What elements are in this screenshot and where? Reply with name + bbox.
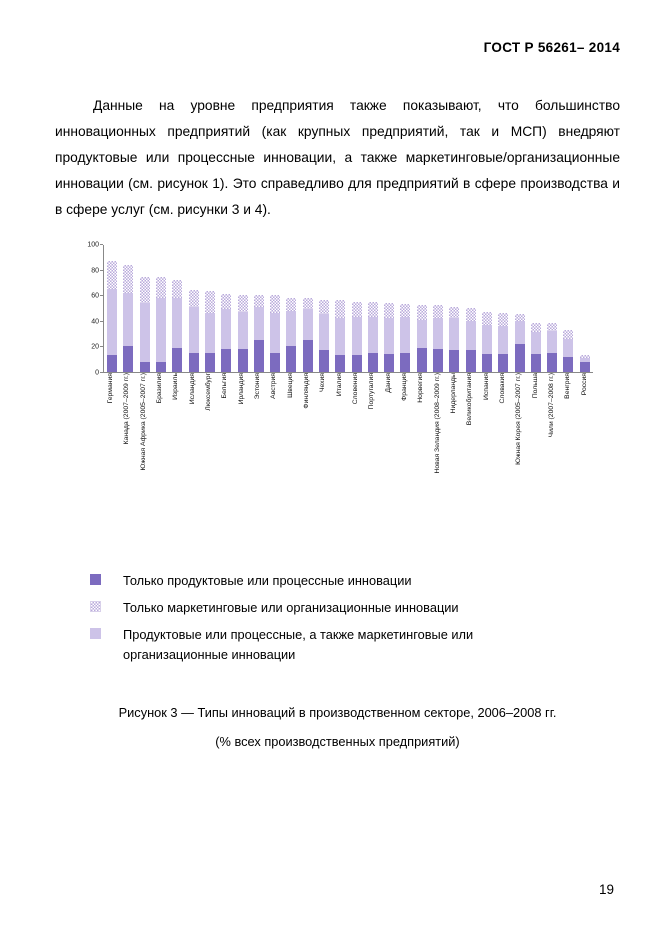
stacked-bar xyxy=(189,290,199,372)
bar-segment xyxy=(335,300,345,318)
x-category-label: Новая Зеландия (2008–2009 гг.) xyxy=(433,373,441,474)
body-paragraph: Данные на уровне предприятия также показывают, что большинство инновационных предприятий (как крупных предприятий, так и МСП) внедряют продуктовые или процессные инновации, а также маркетинговые/организационные инновации (см. рисунок 1). Это справедливо для предприятий в сфере производства и в сфере услуг (см. рисунки 3 и 4). xyxy=(55,98,620,217)
y-tick-label: 20 xyxy=(91,343,99,351)
bar-segment xyxy=(466,321,476,350)
x-label-slot xyxy=(250,373,266,399)
stacked-bar xyxy=(270,295,280,372)
stacked-bar xyxy=(238,295,248,372)
x-category-label: Польша xyxy=(531,373,539,399)
bar-segment xyxy=(189,307,199,353)
x-category-label: Люксембург xyxy=(205,373,213,411)
x-label-slot xyxy=(479,373,495,400)
x-category-label: Финляндия xyxy=(303,373,311,409)
document-number-header: ГОСТ Р 56261– 2014 xyxy=(483,40,620,55)
x-label-slot xyxy=(299,373,315,409)
stacked-bar xyxy=(254,295,264,372)
bar-segment xyxy=(547,353,557,372)
x-label-slot xyxy=(234,373,250,404)
bar-segment xyxy=(238,295,248,312)
x-label-slot xyxy=(315,373,331,392)
stacked-bar xyxy=(221,294,231,372)
x-label-slot xyxy=(201,373,217,411)
stacked-bar xyxy=(156,277,166,372)
x-axis-category-labels xyxy=(103,373,593,545)
stacked-bar xyxy=(335,300,345,372)
bar-segment xyxy=(563,330,573,339)
bar-segment xyxy=(238,349,248,372)
x-category-label: Чехия xyxy=(319,373,327,393)
bar-segment xyxy=(156,298,166,362)
bar-segment xyxy=(417,305,427,319)
bar-segment xyxy=(303,298,313,310)
bar-segment xyxy=(417,320,427,348)
x-category-label: Канада (2007–2009 гг.) xyxy=(123,373,131,445)
bar-segment xyxy=(286,311,296,347)
x-label-slot xyxy=(511,373,527,465)
bar-segment xyxy=(368,353,378,372)
x-label-slot xyxy=(119,373,135,444)
x-category-label: Франция xyxy=(401,373,409,401)
y-tick-label: 60 xyxy=(91,292,99,300)
bar-segment xyxy=(189,353,199,372)
bar-segment xyxy=(172,298,182,348)
bar-segment xyxy=(205,291,215,313)
bar-segment xyxy=(221,309,231,349)
stacked-bar xyxy=(107,261,117,372)
x-label-slot xyxy=(283,373,299,398)
bar-segment xyxy=(400,317,410,353)
x-label-slot xyxy=(168,373,184,400)
stacked-bar xyxy=(123,265,133,373)
x-category-label: Чили (2007–2008 гг.) xyxy=(548,373,556,438)
bar-segment xyxy=(498,326,508,354)
x-label-slot xyxy=(577,373,593,395)
bar-segment xyxy=(482,325,492,354)
x-label-slot xyxy=(103,373,119,403)
x-category-label: Бразилия xyxy=(156,373,164,404)
bar-segment xyxy=(384,354,394,372)
bar-segment xyxy=(531,354,541,372)
bar-segment xyxy=(417,348,427,372)
x-category-label: Южная Африка (2005–2007 гг.) xyxy=(139,373,147,471)
x-label-slot xyxy=(332,373,348,396)
stacked-bar xyxy=(400,304,410,372)
bar-segment xyxy=(335,318,345,355)
stacked-bar xyxy=(482,312,492,372)
x-label-slot xyxy=(446,373,462,413)
page-number: 19 xyxy=(598,882,614,897)
bar-segment xyxy=(482,354,492,372)
x-label-slot xyxy=(430,373,446,474)
bar-segment xyxy=(286,298,296,311)
figure-caption-title: Рисунок 3 — Типы инноваций в производственном секторе, 2006–2008 гг. xyxy=(118,705,557,720)
bar-segment xyxy=(352,355,362,372)
x-category-label: Россия xyxy=(580,373,588,396)
legend-item-product-process xyxy=(90,571,560,591)
stacked-bar xyxy=(352,302,362,372)
bar-segment xyxy=(254,295,264,307)
x-category-label: Венгрия xyxy=(564,373,572,399)
bar-segment xyxy=(172,280,182,298)
bar-segment xyxy=(580,362,590,372)
x-label-slot xyxy=(381,373,397,393)
bar-segment xyxy=(286,346,296,372)
stacked-bar xyxy=(140,277,150,372)
x-category-label: Бельгия xyxy=(221,373,229,399)
bar-segment xyxy=(123,265,133,293)
bar-segment xyxy=(238,312,248,349)
x-label-slot xyxy=(413,373,429,403)
bar-segment xyxy=(189,290,199,307)
stacked-bar xyxy=(515,314,525,372)
bar-segment xyxy=(368,317,378,353)
x-category-label: Южная Корея (2005–2007 гг.) xyxy=(515,373,523,465)
bar-segment xyxy=(140,362,150,372)
x-label-slot xyxy=(152,373,168,403)
x-label-slot xyxy=(364,373,380,409)
x-label-slot xyxy=(544,373,560,437)
figure-caption-subtitle: (% всех производственных предприятий) xyxy=(215,734,460,749)
bar-segment xyxy=(270,313,280,353)
bar-segment xyxy=(384,318,394,354)
x-category-label: Германия xyxy=(107,373,115,404)
bar-segment xyxy=(433,305,443,318)
stacked-bar xyxy=(563,330,573,372)
x-label-slot xyxy=(397,373,413,401)
x-label-slot xyxy=(185,373,201,404)
stacked-bar xyxy=(286,298,296,372)
bar-segment xyxy=(335,355,345,372)
stacked-bar xyxy=(368,302,378,372)
chart-legend xyxy=(90,571,560,665)
x-label-slot xyxy=(462,373,478,425)
bar-segment xyxy=(563,357,573,372)
bar-segment xyxy=(400,353,410,372)
stacked-bar xyxy=(319,300,329,372)
bar-segment xyxy=(449,318,459,350)
bar-segment xyxy=(352,317,362,355)
legend-label: Продуктовые или процессные, а также маркетинговые или организационные инновации xyxy=(123,627,474,662)
bar-segment xyxy=(368,302,378,317)
legend-item-marketing-org xyxy=(90,598,560,618)
x-label-slot xyxy=(136,373,152,471)
stacked-bar xyxy=(205,291,215,372)
legend-swatch-solid-dark-icon xyxy=(90,574,101,585)
legend-label: Только продуктовые или процессные инновации xyxy=(123,573,412,588)
stacked-bar xyxy=(547,323,557,372)
bar-segment xyxy=(433,349,443,372)
stacked-bar xyxy=(580,355,590,372)
bar-segment xyxy=(172,348,182,372)
x-label-slot xyxy=(217,373,233,398)
x-category-label: Эстония xyxy=(254,373,262,400)
bar-segment xyxy=(466,308,476,321)
legend-swatch-solid-light-icon xyxy=(90,628,101,639)
chart-plot-wrap xyxy=(83,241,593,377)
bar-segment xyxy=(107,355,117,372)
innovation-types-chart xyxy=(83,241,593,545)
bar-segment xyxy=(270,353,280,372)
bar-segment xyxy=(515,321,525,344)
stacked-bar xyxy=(172,280,182,372)
stacked-bar xyxy=(417,305,427,372)
bar-segment xyxy=(319,300,329,314)
bar-segment xyxy=(254,340,264,372)
bar-segment xyxy=(482,312,492,325)
x-category-label: Норвегия xyxy=(417,373,425,403)
y-tick-label: 100 xyxy=(87,241,99,249)
x-category-label: Дания xyxy=(384,373,392,393)
bar-segment xyxy=(531,332,541,354)
bar-segment xyxy=(384,303,394,318)
bar-segment xyxy=(205,313,215,353)
bar-segment xyxy=(400,304,410,317)
x-category-label: Словакия xyxy=(499,373,507,404)
bar-segment xyxy=(352,302,362,317)
legend-item-both xyxy=(90,625,560,665)
x-label-slot xyxy=(528,373,544,398)
bar-segment xyxy=(123,293,133,347)
bar-segment xyxy=(107,289,117,356)
x-category-label: Словения xyxy=(352,373,360,405)
y-tick-label: 0 xyxy=(95,369,99,377)
bar-segment xyxy=(270,295,280,313)
bar-segment xyxy=(303,309,313,340)
x-category-label: Италия xyxy=(335,373,343,397)
bar-segment xyxy=(449,307,459,319)
x-label-slot xyxy=(266,373,282,399)
bar-segment xyxy=(107,261,117,289)
bar-segment xyxy=(498,313,508,326)
x-label-slot xyxy=(560,373,576,399)
x-category-label: Великобритания xyxy=(466,373,474,426)
bar-segment xyxy=(563,339,573,357)
bar-segment xyxy=(531,323,541,332)
bar-segment xyxy=(221,349,231,372)
bar-segment xyxy=(319,314,329,350)
stacked-bar xyxy=(531,323,541,372)
bar-segment xyxy=(156,277,166,297)
x-label-slot xyxy=(348,373,364,404)
bar-segment xyxy=(140,277,150,303)
bar-segment xyxy=(547,331,557,353)
y-axis xyxy=(83,241,103,377)
x-category-label: Нидерланды xyxy=(450,373,458,414)
legend-swatch-checker-icon xyxy=(90,601,101,612)
y-tick-label: 40 xyxy=(91,318,99,326)
x-category-label: Исландия xyxy=(188,373,196,405)
bar-segment xyxy=(303,340,313,372)
bar-segment xyxy=(433,318,443,349)
x-category-label: Ирландия xyxy=(237,373,245,405)
stacked-bar xyxy=(303,298,313,372)
bar-segment xyxy=(498,354,508,372)
bar-segment xyxy=(140,303,150,362)
stacked-bar xyxy=(466,308,476,372)
x-category-label: Израиль xyxy=(172,373,180,400)
y-tick-label: 80 xyxy=(91,267,99,275)
stacked-bar xyxy=(498,313,508,372)
bar-segment xyxy=(319,350,329,372)
bar-segment xyxy=(123,346,133,372)
bar-segment xyxy=(156,362,166,372)
x-label-slot xyxy=(495,373,511,404)
bar-segment xyxy=(515,344,525,372)
bar-segment xyxy=(547,323,557,331)
x-category-label: Испания xyxy=(482,373,490,400)
stacked-bar xyxy=(384,303,394,372)
bar-segment xyxy=(205,353,215,372)
legend-label: Только маркетинговые или организационные инновации xyxy=(123,600,459,615)
x-category-label: Швеция xyxy=(286,373,294,398)
x-category-label: Австрия xyxy=(270,373,278,399)
bar-segment xyxy=(466,350,476,372)
x-category-label: Португалия xyxy=(368,373,376,410)
chart-plot-area xyxy=(103,245,593,373)
bar-segment xyxy=(449,350,459,372)
figure-caption xyxy=(55,705,620,749)
stacked-bar xyxy=(449,307,459,372)
bar-segment xyxy=(254,307,264,340)
stacked-bar xyxy=(433,305,443,372)
bar-segment xyxy=(221,294,231,309)
